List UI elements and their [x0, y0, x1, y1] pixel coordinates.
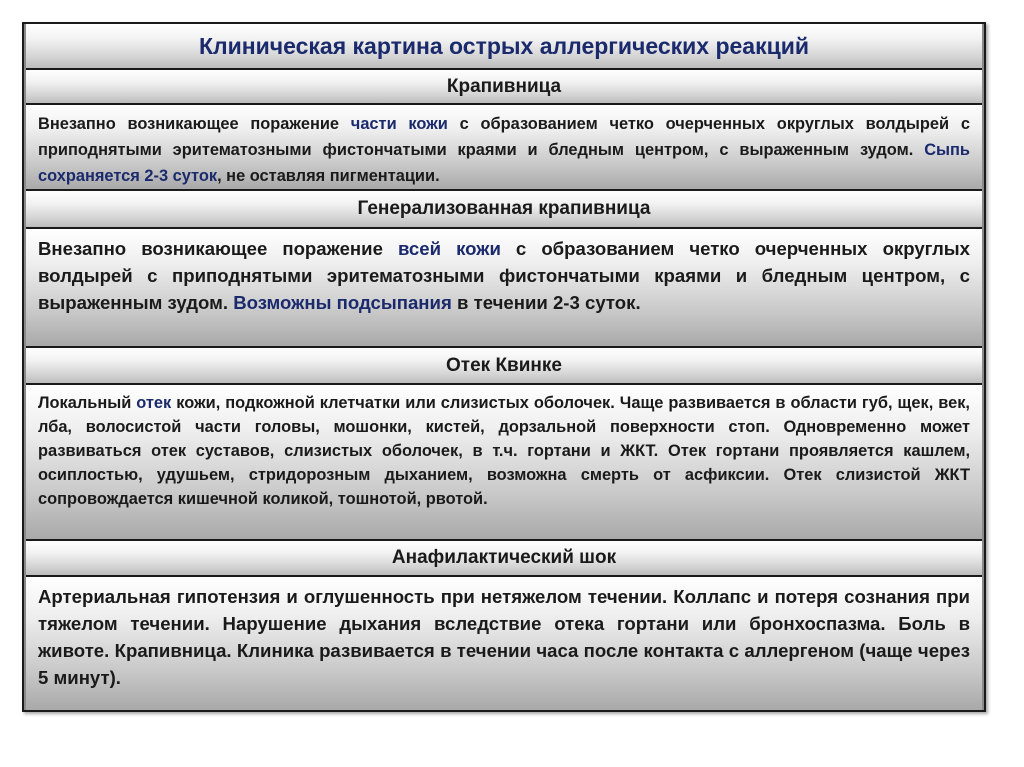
body-text: с образованием четко очерченных округлых волдырей с приподнятыми эритематозными фистончатыми краями и бледным центром, с выраженным зудом.	[38, 115, 970, 159]
highlighted-text: части кожи	[350, 115, 448, 133]
body-text: Внезапно возникающее поражение	[38, 238, 398, 259]
section-heading-generalized-urticaria: Генерализованная крапивница	[26, 189, 982, 227]
body-text: Артериальная гипотензия и оглушенность при нетяжелом течении. Коллапс и потеря сознания при тяжелом течении. Нарушение дыхания вследствие отека гортани или бронхоспазма. Боль в животе. Крапивница. Клиника развивается в течении часа после контакта с аллергеном (чаще через 5 минут).	[38, 586, 970, 688]
section-body-anaphylactic-shock	[26, 575, 982, 710]
body-text: в течении 2-3 суток.	[451, 292, 641, 313]
highlighted-text: Сыпь сохраняется 2-3 суток	[38, 141, 970, 185]
highlighted-text: Возможны подсыпания	[233, 292, 452, 313]
body-text: кожи, подкожной клетчатки или слизистых оболочек. Чаще развивается в области губ, щек, век, лба, волосистой части головы, мошонки, кистей, дорзальной поверхности стоп. Одновременно может развиваться отек суставов, слизистых оболочек, в т.ч. гортани и ЖКТ. Отек гортани проявляется кашлем, осиплостью, удушьем, стридорозным дыханием, возможна смерть от асфиксии. Отек слизистой ЖКТ сопровождается кишечной коликой, тошнотой, рвотой.	[38, 394, 970, 508]
body-text: , не оставляя пигментации.	[217, 167, 440, 185]
highlighted-text: отек	[136, 394, 172, 412]
section-heading-quincke-edema: Отек Квинке	[26, 346, 982, 383]
section-heading-anaphylactic-shock: Анафилактический шок	[26, 539, 982, 575]
body-text: с образованием четко очерченных округлых волдырей с приподнятыми эритематозными фистончатыми краями и бледным центром, с выраженным зудом.	[38, 238, 970, 313]
page-title: Клиническая картина острых аллергических реакций	[26, 24, 982, 68]
section-heading-urticaria: Крапивница	[26, 68, 982, 103]
body-text: Локальный	[38, 394, 137, 412]
section-body-quincke-edema	[26, 383, 982, 539]
body-text: Внезапно возникающее поражение	[38, 115, 351, 133]
section-body-urticaria	[26, 103, 982, 189]
section-body-generalized-urticaria	[26, 227, 982, 346]
content-table	[22, 22, 986, 712]
highlighted-text: всей кожи	[397, 238, 501, 259]
